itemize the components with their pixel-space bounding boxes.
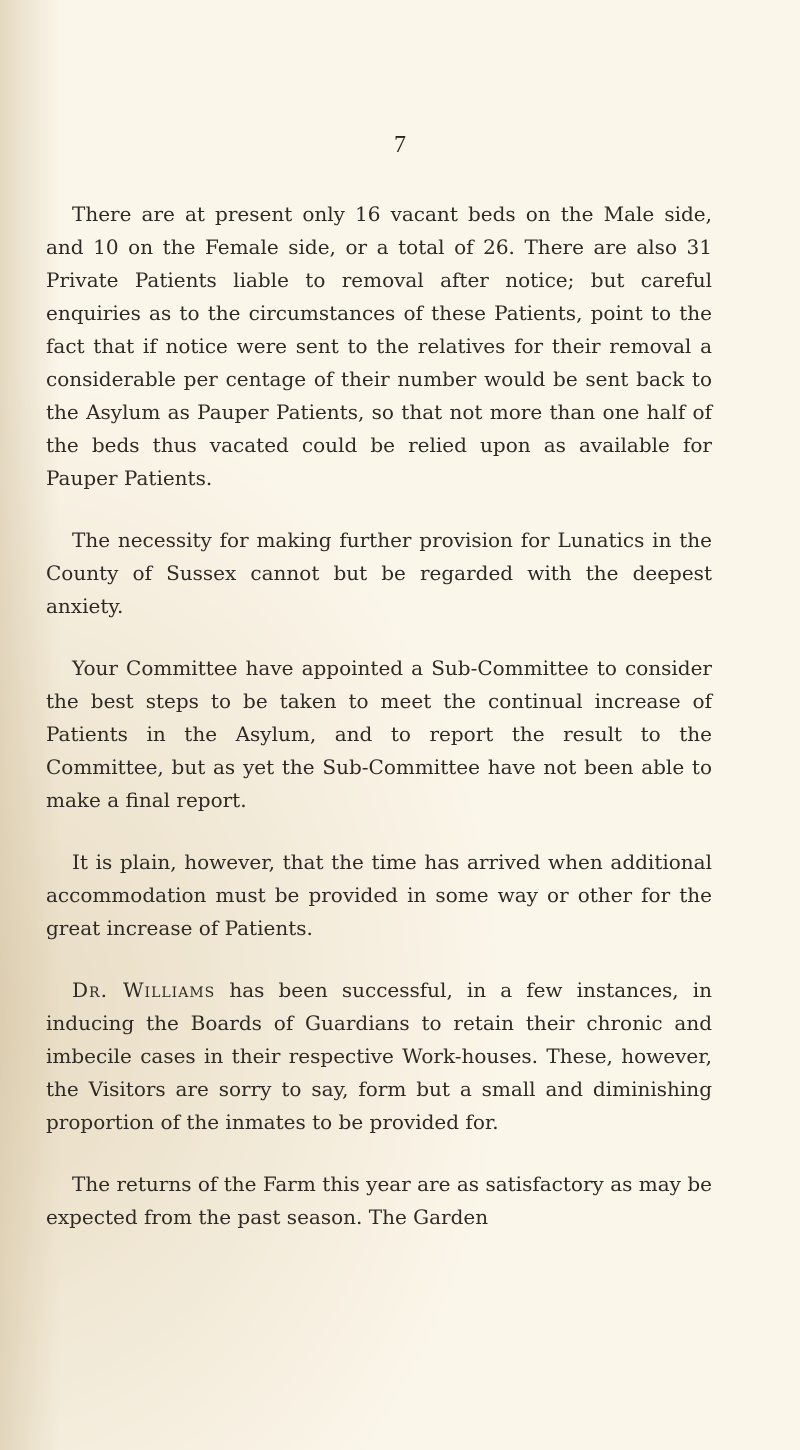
paragraph-farm-returns: The returns of the Farm this year are as satisfactory as may be expected from the past season. The Garden	[46, 1172, 712, 1229]
paragraph-dr-williams-text: has been successful, in a few instances, in inducing the Boards of Guardians to retain their chronic and imbecile cases in their respective Work-houses. These, however, the Visitors are sorry to say, form but a small and diminishing proportion of the inmates to be provided for.	[46, 978, 712, 1134]
paragraph-dr-williams	[46, 974, 712, 1139]
person-name: Dr. Williams	[72, 978, 216, 1002]
page-number: 7	[394, 132, 406, 158]
paragraph-accommodation: It is plain, however, that the time has arrived when additional accommodation must be provided in some way or other for the great increase of Patients.	[46, 850, 712, 940]
paragraph-vacant-beds: There are at present only 16 vacant beds on the Male side, and 10 on the Female side, or a total of 26. There are also 31 Private Patients liable to removal after notice; but careful enquiries as to the circumstances of these Patients, point to the fact that if notice were sent to the relatives for their removal a considerable per centage of their number would be sent back to the Asylum as Pauper Patients, so that not more than one half of the beds thus vacated could be relied upon as available for Pauper Patients.	[46, 202, 712, 490]
document-body	[46, 198, 712, 1263]
paragraph-sub-committee: Your Committee have appointed a Sub-Committee to consider the best steps to be taken to meet the continual increase of Patients in the Asylum, and to report the result to the Committee, but as yet the Sub-Committee have not been able to make a final report.	[46, 656, 712, 812]
paragraph-necessity: The necessity for making further provision for Lunatics in the County of Sussex cannot but be regarded with the deepest anxiety.	[46, 528, 712, 618]
